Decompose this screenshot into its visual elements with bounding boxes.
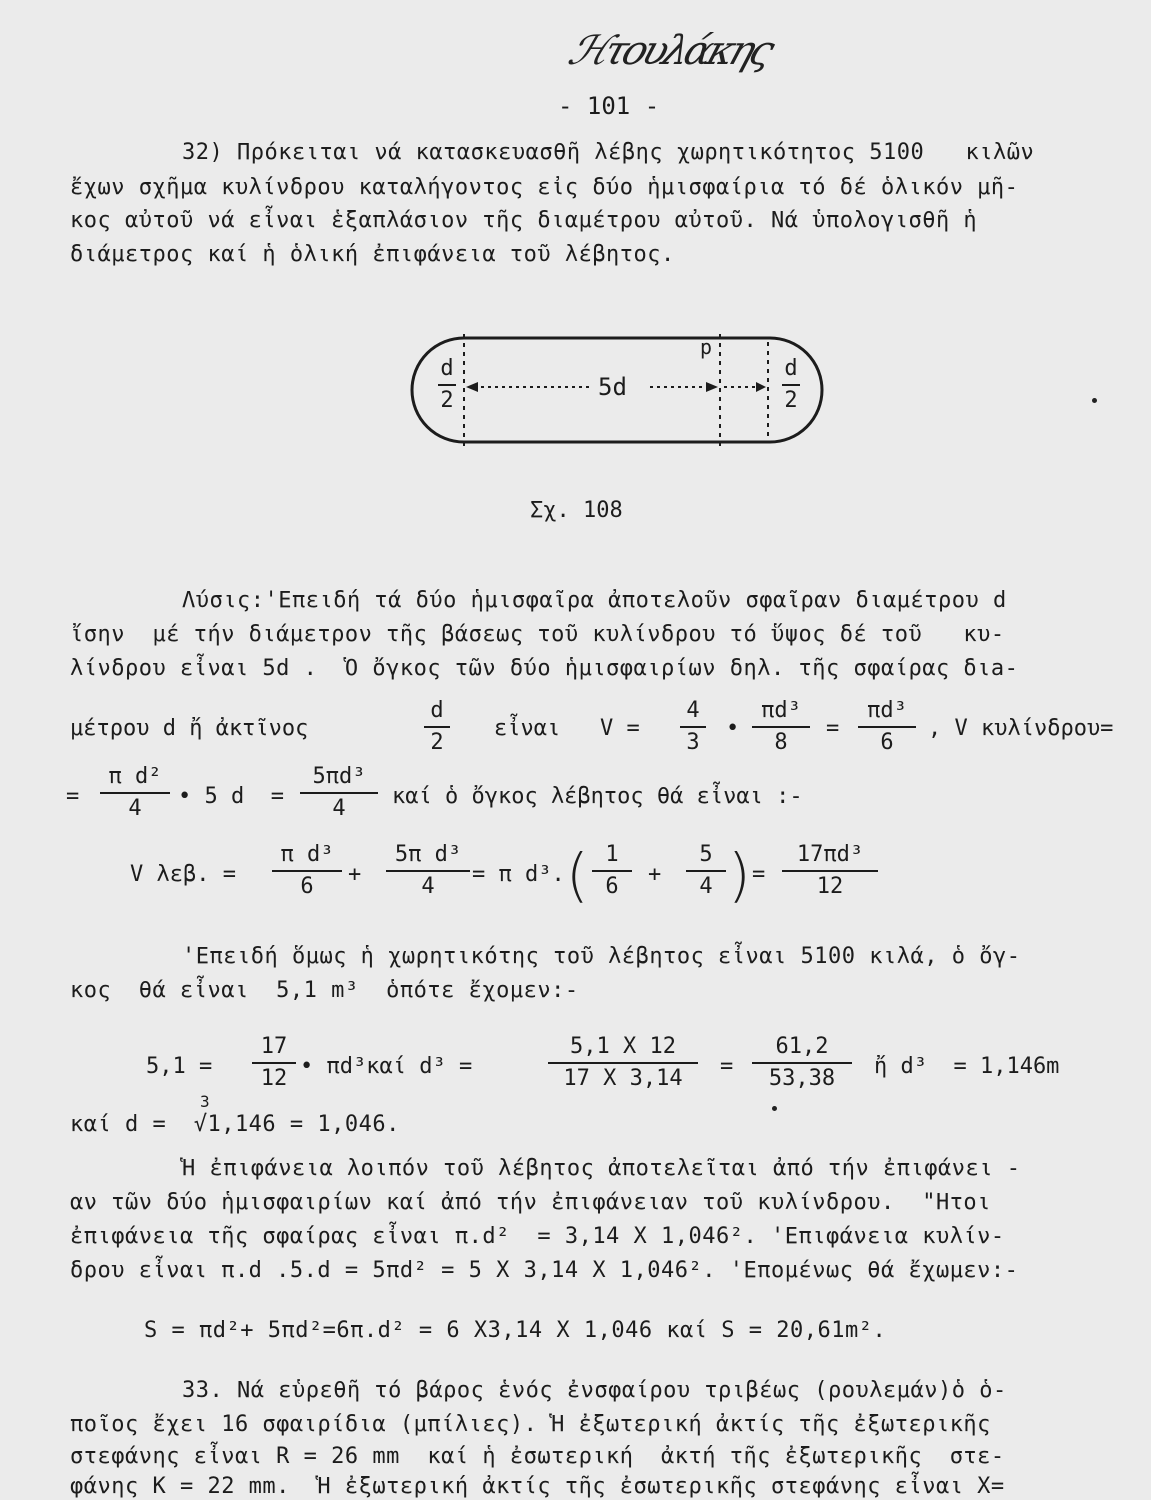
eq4-frac-2 (548, 1034, 698, 1092)
figure-caption: Σχ. 108 (530, 498, 623, 523)
eq3-lead: V λεβ. = (130, 862, 236, 887)
eq1-f3-den: 8 (774, 730, 788, 755)
eq3-frac-3 (592, 842, 632, 900)
eq3-f5-num: 17πd³ (796, 842, 864, 867)
eq2-f2-den: 4 (332, 796, 346, 821)
eq3-f3-num: 1 (605, 842, 619, 867)
eq3-f1-den: 6 (300, 874, 314, 899)
cube-root-index: 3 (200, 1092, 210, 1111)
eq1-lead: μέτρου d ἤ ἀκτῖνος (70, 716, 309, 741)
page-number: - 101 - (558, 92, 660, 120)
equation-5: καί d = √1,146 = 1,046. (70, 1112, 400, 1137)
figure-label-top-right: d (700, 338, 713, 362)
figure-label-left (438, 356, 456, 414)
eq1-dot: • (726, 716, 740, 741)
handwritten-signature: ℋτουλάκης (562, 28, 777, 74)
figure-label-right-num: d (784, 356, 798, 381)
eq1-f1-num: d (430, 698, 444, 723)
eq4-tail: ἤ d³ = 1,146m (874, 1054, 1060, 1079)
eq2-f1-num: π d² (108, 764, 162, 789)
eq3-plus-2: + (648, 862, 662, 887)
solution-para1-line-1: Λύσις:'Επειδή τά δύο ἡμισφαῖρα ἀποτελοῦν σφαῖραν διαμέτρου d (182, 588, 1007, 613)
eq3-frac-4 (686, 842, 726, 900)
eq1-equals: = (826, 716, 840, 741)
figure-label-right (782, 356, 800, 414)
stray-mark-2 (772, 1106, 777, 1111)
eq1-frac-3 (752, 698, 810, 756)
eq3-plus: + (348, 862, 362, 887)
eq3-f1-num: π d³ (280, 842, 334, 867)
eq3-f5-den: 12 (816, 874, 844, 899)
eq1-f1-den: 2 (430, 730, 444, 755)
figure-label-left-den: 2 (440, 388, 454, 413)
left-paren: ( (566, 841, 589, 909)
eq2-tail: καί ὁ ὄγκος λέβητος θά εἶναι :- (392, 784, 803, 809)
solution-para1-line-3: λίνδρου εἶναι 5d . Ὁ ὄγκος τῶν δύο ἡμισφαιρίων δηλ. τῆς σφαίρας διa- (70, 656, 1019, 681)
problem33-line-4: φάνης K = 22 mm. Ἡ ἐξωτερική ἀκτίς τῆς ἐσωτερικῆς στεφάνης εἶναι X= (70, 1474, 1005, 1499)
eq1-f2-num: 4 (686, 698, 700, 723)
problem32-line-3: κος αὐτοῦ νά εἶναι ἑξαπλάσιον τῆς διαμέτρου αὐτοῦ. Νά ὑπολογισθῆ ἡ (70, 208, 978, 233)
eq4-mid: • πd³καί d³ = (300, 1054, 473, 1079)
eq1-frac-1 (424, 698, 450, 756)
eq4-lead: 5,1 = (146, 1054, 213, 1079)
eq3-frac-2 (386, 842, 470, 900)
problem32-line-1: 32) Πρόκειται νά κατασκευασθῆ λέβης χωρητικότητος 5100 κιλῶν (182, 140, 1035, 165)
eq3-f2-num: 5π d³ (394, 842, 462, 867)
boiler-diagram (0, 330, 1151, 460)
eq4-f3-num: 61,2 (775, 1034, 829, 1059)
eq3-frac-1 (272, 842, 342, 900)
eq3-f2-den: 4 (421, 874, 435, 899)
eq4-f2-den: 17 X 3,14 (563, 1066, 683, 1091)
problem32-line-4: διάμετρος καί ἡ ὁλική ἐπιφάνεια τοῦ λέβητος. (70, 242, 675, 267)
eq3-f4-den: 4 (699, 874, 713, 899)
problem33-line-1: 33. Νά εὑρεθῆ τό βάρος ἑνός ἐνσφαίρου τριβέως (ρουλεμάν)ὁ ὁ- (182, 1378, 1007, 1403)
eq3-mid: = π d³. (472, 862, 565, 887)
eq2-f2-num: 5πd³ (312, 764, 366, 789)
eq2-mid: • 5 d = (178, 784, 284, 809)
eq1-tail: , V κυλίνδρου= (928, 716, 1114, 741)
figure-label-center: 5d (598, 373, 627, 401)
eq4-f2-num: 5,1 X 12 (570, 1034, 676, 1059)
solution-para3-line-4: δρου εἶναι π.d .5.d = 5πd² = 5 X 3,14 X 1,046². 'Επομένως θά ἔχωμεν:- (70, 1258, 1019, 1283)
eq4-f1-den: 12 (260, 1066, 288, 1091)
eq1-f4-num: πd³ (867, 698, 907, 723)
equation-6: S = πd²+ 5πd²=6π.d² = 6 X3,14 X 1,046 καί S = 20,61m². (144, 1318, 887, 1343)
eq4-f1-num: 17 (260, 1034, 288, 1059)
eq2-f1-den: 4 (128, 796, 142, 821)
figure-label-right-den: 2 (784, 388, 798, 413)
figure-label-left-num: d (440, 356, 454, 381)
eq2-lead: = (66, 784, 80, 809)
eq1-f3-num: πd³ (761, 698, 801, 723)
eq4-frac-1 (252, 1034, 296, 1092)
right-paren: ) (728, 841, 751, 909)
solution-para3-line-1: Ἡ ἐπιφάνεια λοιπόν τοῦ λέβητος ἀποτελεῖται ἀπό τήν ἐπιφάνει - (182, 1156, 1021, 1181)
eq3-frac-5 (782, 842, 878, 900)
solution-para3-line-3: ἐπιφάνεια τῆς σφαίρας εἶναι π.d² = 3,14 X 1,046². 'Επιφάνεια κυλίν- (70, 1224, 1005, 1249)
solution-para2-line-1: 'Επειδή ὅμως ἡ χωρητικότης τοῦ λέβητος εἶναι 5100 κιλά, ὁ ὄγ- (182, 944, 1021, 969)
solution-para2-line-2: κος θά εἶναι 5,1 m³ ὁπότε ἔχομεν:- (70, 978, 579, 1003)
solution-para3-line-2: αν τῶν δύο ἡμισφαιρίων καί ἀπό τήν ἐπιφάνειαν τοῦ κυλίνδρου. "Ητοι (70, 1190, 991, 1215)
eq4-frac-3 (752, 1034, 852, 1092)
eq1-frac-2 (680, 698, 706, 756)
stray-mark (1092, 398, 1097, 403)
problem33-line-3: στεφάνης εἶναι R = 26 mm καί ἡ ἐσωτερική ἀκτή τῆς ἐξωτερικῆς στε- (70, 1444, 1005, 1469)
eq1-mid: εἶναι V = (494, 716, 640, 741)
problem33-line-2: ποῖος ἔχει 16 σφαιρίδια (μπίλιες). Ἡ ἐξωτερική ἀκτίς τῆς ἐξωτερικῆς (70, 1412, 991, 1437)
eq1-frac-4 (858, 698, 916, 756)
eq3-f4-num: 5 (699, 842, 713, 867)
eq4-equals: = (720, 1054, 734, 1079)
eq2-frac-1 (100, 764, 170, 822)
eq3-f3-den: 6 (605, 874, 619, 899)
eq1-f2-den: 3 (686, 730, 700, 755)
solution-para1-line-2: ἴσην μέ τήν διάμετρον τῆς βάσεως τοῦ κυλίνδρου τό ὕψος δέ τοῦ κυ- (70, 622, 1005, 647)
eq3-equals: = (752, 862, 766, 887)
eq4-f3-den: 53,38 (768, 1066, 836, 1091)
problem32-line-2: ἔχων σχῆμα κυλίνδρου καταλήγοντος εἰς δύο ἡμισφαίρια τό δέ ὁλικόν μῆ- (70, 175, 1019, 200)
eq2-frac-2 (300, 764, 378, 822)
eq1-f4-den: 6 (880, 730, 894, 755)
